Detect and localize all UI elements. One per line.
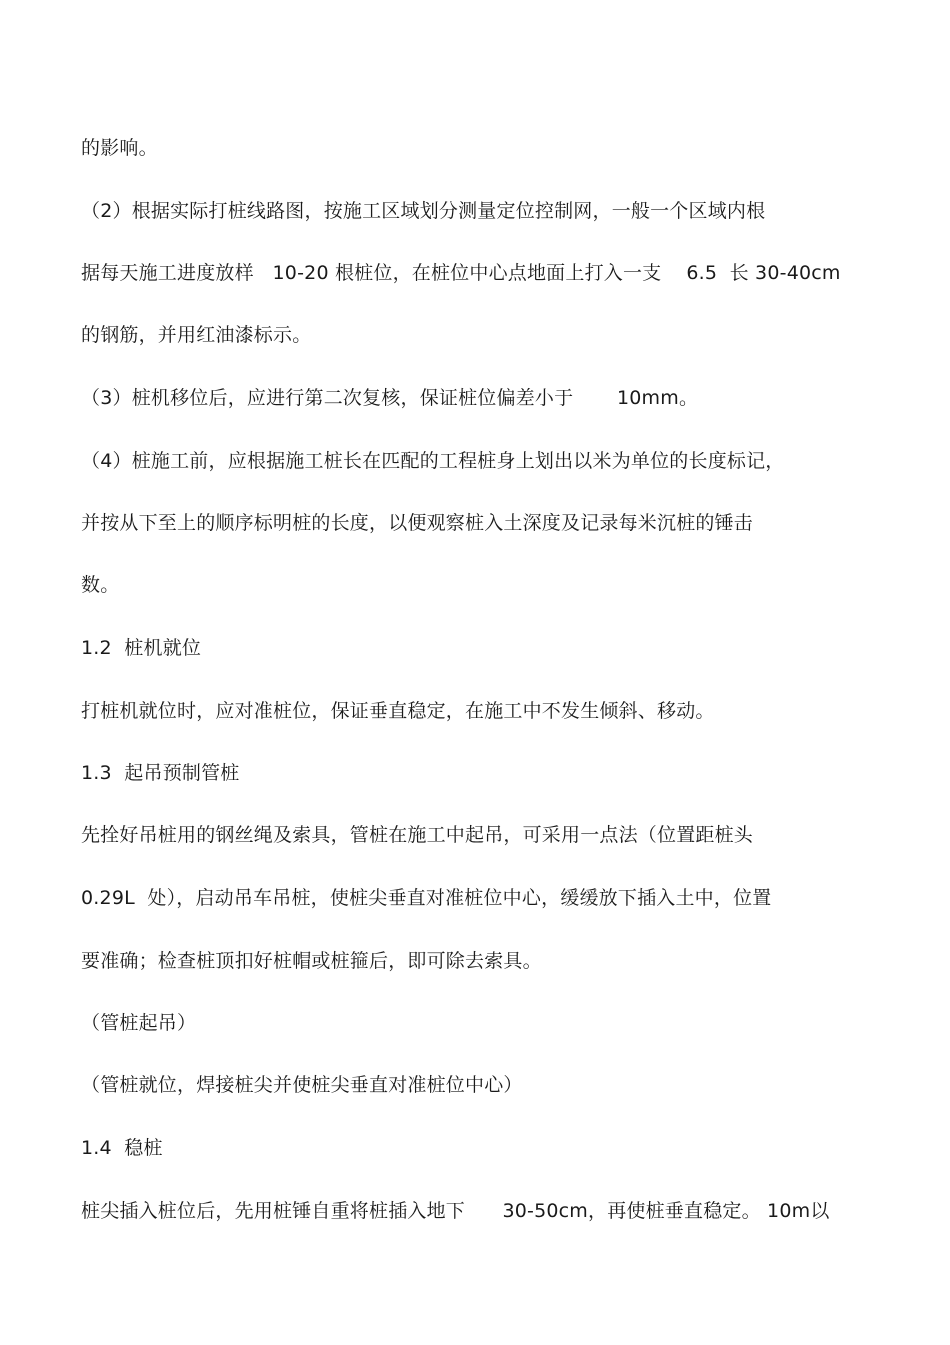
text-line: （3）桩机移位后，应进行第二次复核，保证桩位偏差小于 10mm。 xyxy=(81,387,699,409)
text-line: 打桩机就位时，应对准桩位，保证垂直稳定，在施工中不发生倾斜、移动。 xyxy=(81,700,715,722)
section-heading: 1.4 稳桩 xyxy=(81,1137,163,1159)
text-line: 要准确；检查桩顶扣好桩帽或桩箍后，即可除去索具。 xyxy=(81,950,542,972)
text-line: 数。 xyxy=(81,574,120,596)
text-line: 据每天施工进度放样 10-20 根桩位，在桩位中心点地面上打入一支 6.5 长 30-40cm xyxy=(81,262,841,284)
text-line: 并按从下至上的顺序标明桩的长度，以便观察桩入土深度及记录每米沉桩的锤击 xyxy=(81,512,754,534)
text-line: （4）桩施工前，应根据施工桩长在匹配的工程桩身上划出以米为单位的长度标记， xyxy=(81,450,785,472)
text-line: 的钢筋，并用红油漆标示。 xyxy=(81,324,312,346)
text-line: （2）根据实际打桩线路图，按施工区域划分测量定位控制网，一般一个区域内根 xyxy=(81,200,766,222)
text-line: 桩尖插入桩位后，先用桩锤自重将桩插入地下 30-50cm，再使桩垂直稳定。 10m以 xyxy=(81,1200,830,1222)
text-line: 0.29L 处），启动吊车吊桩，使桩尖垂直对准桩位中心，缓缓放下插入土中，位置 xyxy=(81,887,772,909)
section-heading: 1.2 桩机就位 xyxy=(81,637,202,659)
text-line: 先拴好吊桩用的钢丝绳及索具，管桩在施工中起吊，可采用一点法（位置距桩头 xyxy=(81,824,754,846)
section-heading: 1.3 起吊预制管桩 xyxy=(81,762,240,784)
text-line: 的影响。 xyxy=(81,137,158,159)
figure-caption: （管桩就位，焊接桩尖并使桩尖垂直对准桩位中心） xyxy=(81,1074,523,1096)
figure-caption: （管桩起吊） xyxy=(81,1012,197,1034)
